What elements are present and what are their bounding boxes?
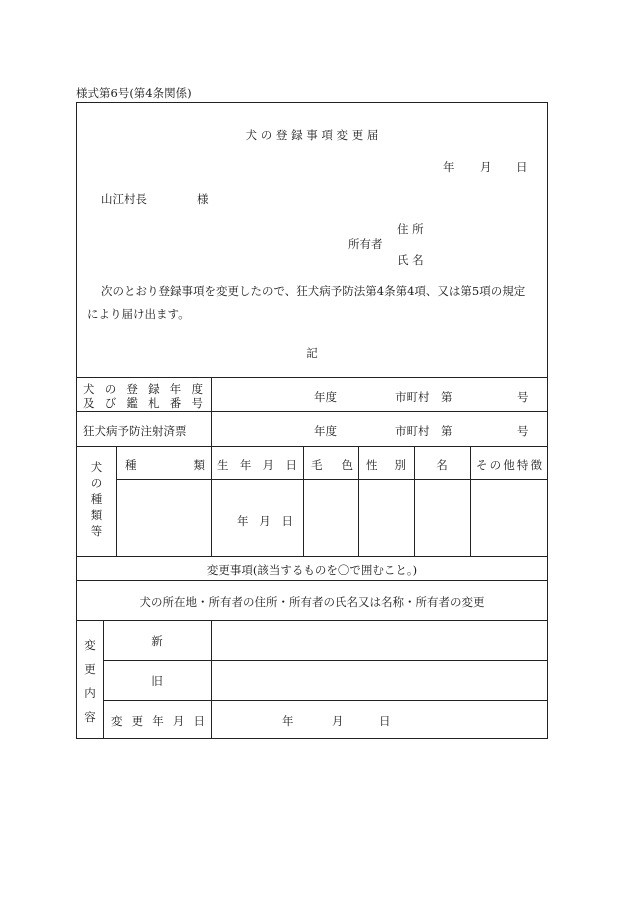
change-side-char: 変	[84, 638, 96, 652]
registration-dai: 第	[441, 390, 453, 404]
sex-header-char: 別	[394, 458, 406, 472]
date-month-label: 月	[480, 160, 492, 174]
breed-header	[125, 457, 205, 473]
rule-label-divider	[211, 377, 212, 446]
rule-color-right	[358, 446, 359, 556]
sex-header-char: 性	[366, 458, 378, 472]
vaccination-municipality: 市町村	[395, 424, 430, 438]
date-day-label: 日	[516, 160, 528, 174]
registration-label-char: 年	[169, 382, 182, 396]
dog-side-char: 類	[90, 508, 103, 522]
form-frame	[76, 102, 548, 739]
change-date-year: 年	[282, 714, 294, 728]
addressee: 山江村長	[101, 192, 147, 206]
registration-year-label: 年度	[314, 390, 337, 404]
birth-year-char: 年	[237, 514, 249, 528]
birth-month-char: 月	[259, 514, 271, 528]
ki-label: 記	[306, 346, 318, 360]
dog-side-char: の	[90, 476, 103, 490]
change-date-day: 日	[379, 714, 391, 728]
change-date-char: 月	[172, 714, 185, 728]
change-side-char: 更	[84, 662, 96, 676]
dog-side-char: 種	[90, 492, 103, 506]
owner-label: 所有者	[348, 237, 383, 251]
rule-birth-right	[303, 446, 304, 556]
birth-header	[217, 457, 297, 473]
color-header	[311, 457, 353, 473]
date-year-label: 年	[443, 160, 455, 174]
new-label: 新	[151, 634, 163, 648]
registration-municipality: 市町村	[395, 390, 430, 404]
features-header-char: そ	[476, 458, 488, 472]
rule-instruction-bottom	[77, 580, 547, 581]
sex-header	[366, 457, 406, 473]
birth-header-char: 月	[262, 458, 275, 472]
vaccination-go: 号	[517, 424, 529, 438]
vaccination-dai: 第	[441, 424, 453, 438]
rule-name-right	[470, 446, 471, 556]
breed-header-char: 類	[193, 458, 205, 472]
rule-old-bottom	[103, 700, 547, 701]
rule-new-bottom	[103, 660, 547, 661]
rule-dog-table-bottom	[77, 556, 547, 557]
rule-vaccination-top	[77, 411, 547, 412]
dog-side-char: 犬	[90, 460, 103, 474]
form-title: 犬 の 登 録 事 項 変 更 届	[245, 128, 379, 142]
registration-label-char: 号	[191, 396, 203, 410]
rule-breed-right	[211, 446, 212, 556]
birth-day-char: 日	[281, 514, 293, 528]
dog-side-char: 等	[90, 524, 103, 538]
form-code: 様式第6号(第4条関係)	[76, 86, 192, 100]
features-header-char: の	[489, 458, 502, 472]
body-text-line1: 次のとおり登録事項を変更したので、狂犬病予防法第4条第4項、又は第5項の規定	[101, 284, 526, 298]
rule-options-bottom	[77, 620, 547, 621]
name-label: 氏 名	[397, 253, 424, 267]
change-date-char: 年	[152, 714, 164, 728]
rule-registration-top	[77, 377, 547, 378]
change-side-char: 内	[84, 686, 96, 700]
honorific: 様	[197, 192, 209, 206]
color-header-char: 色	[341, 458, 353, 472]
registration-label-char: 録	[148, 382, 160, 396]
features-header	[476, 457, 542, 473]
breed-header-char: 種	[125, 458, 137, 472]
dog-side-label	[77, 459, 116, 539]
change-date-char: 変	[111, 714, 123, 728]
address-label: 住 所	[397, 222, 424, 236]
rule-dog-header-bottom	[116, 479, 547, 480]
registration-label-char: 札	[148, 396, 160, 410]
features-header-char: 他	[503, 458, 515, 472]
change-instruction: 変更事項(該当するものを〇で囲むこと。)	[206, 563, 418, 577]
rule-dog-side	[116, 446, 117, 556]
change-date-char: 更	[131, 714, 144, 728]
registration-label-char: 度	[191, 382, 203, 396]
registration-label-char: 犬	[83, 382, 95, 396]
vaccination-label: 狂犬病予防注射済票	[83, 424, 187, 438]
birth-header-char: 生	[217, 458, 229, 472]
color-header-char: 毛	[311, 458, 323, 472]
registration-label-char: 及	[83, 396, 95, 410]
birth-header-char: 日	[285, 458, 297, 472]
name-header: 名	[436, 458, 448, 472]
rule-dog-table-top	[77, 446, 547, 447]
registration-label-char: 番	[169, 396, 182, 410]
change-date-char: 日	[193, 714, 205, 728]
change-side-label	[77, 633, 103, 729]
body-text-line2: により届け出ます。	[87, 307, 190, 321]
birth-date-value	[237, 513, 293, 529]
old-label: 旧	[151, 674, 163, 688]
features-header-char: 徴	[530, 458, 542, 472]
birth-header-char: 年	[239, 458, 252, 472]
registration-go: 号	[517, 390, 529, 404]
registration-label-char: 鑑	[126, 396, 138, 410]
registration-label-char: 登	[126, 382, 138, 396]
change-options: 犬の所在地・所有者の住所・所有者の氏名又は名称・所有者の変更	[139, 595, 485, 609]
change-side-char: 容	[84, 710, 96, 724]
registration-label-char: び	[104, 396, 117, 410]
rule-change-label-divider	[211, 620, 212, 738]
change-date-month: 月	[332, 714, 344, 728]
registration-label-line2	[83, 395, 203, 411]
vaccination-year-label: 年度	[314, 424, 337, 438]
registration-label-char: の	[104, 382, 117, 396]
features-header-char: 特	[516, 458, 529, 472]
change-date-label	[111, 713, 205, 729]
